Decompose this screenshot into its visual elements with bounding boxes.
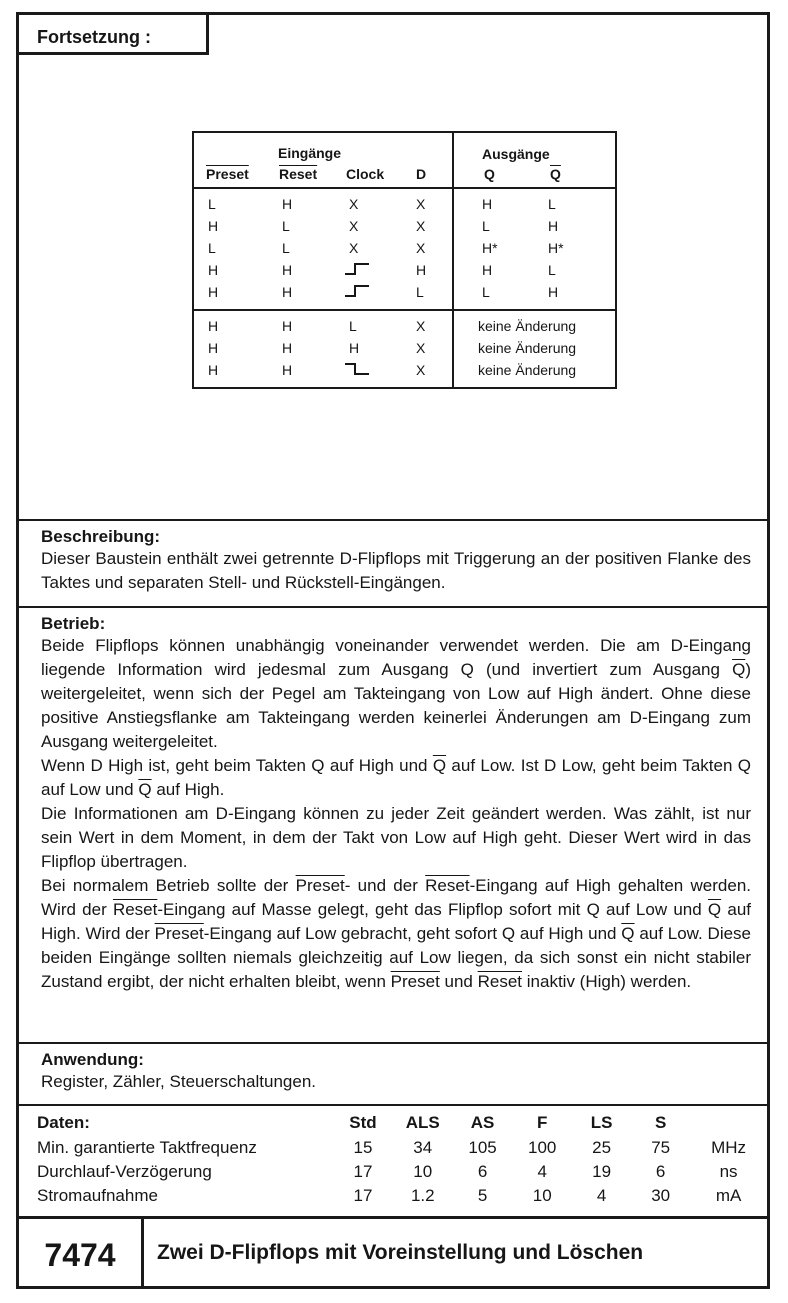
header-d: D xyxy=(416,166,427,182)
betrieb-paragraph: Bei normalem Betrieb sollte der Preset- und der Reset-Eingang auf High gehalten werden. Wird der Reset-Eingang auf Masse gelegt, geht das Flipflop sofort mit Q auf Low und $\overline{Q}$ auf High. Wird der Preset-Eingang auf Low gebracht, geht sofort Q auf High und $\overline{Q}$ auf Low. Diese beiden Eingänge sollten niemals gleichzeitig auf Low liegen, da sich sonst ein nicht stabiler Zustand ergibt, der nicht erhalten bleibt, wenn Preset und Reset inaktiv (High) werden. xyxy=(41,876,751,991)
truth-table-cell: H xyxy=(282,318,293,334)
truth-table-header-rule xyxy=(194,187,615,189)
truth-table-cell: H xyxy=(548,218,559,234)
daten-col-std: Std xyxy=(349,1113,377,1132)
truth-table-cell: H* xyxy=(482,240,498,256)
truth-table-cell: H xyxy=(282,362,293,378)
inputs-group-label: Eingänge xyxy=(278,145,342,161)
betrieb-paragraph: Beide Flipflops können unabhängig voneinander verwendet werden. Die am D-Eingang liegende Information wird jedesmal zum Ausgang Q (und invertiert zum Ausgang $\overline{Q}$) weitergeleitet, wenn sich der Pegel am Takteingang von Low auf High ändert. Ohne diese positive Anstiegsflanke am Takteingang werden keinerlei Änderungen am D-Eingang zum Ausgang weitergeleitet. xyxy=(41,636,751,751)
daten-title: Daten: xyxy=(37,1113,90,1132)
outputs-group-label: Ausgänge xyxy=(482,146,550,162)
truth-table-cell: H xyxy=(282,284,293,300)
continuation-tab xyxy=(19,15,209,55)
daten-row: Min. garantierte Taktfrequenz 15 34 105 100 25 75 MHz xyxy=(37,1138,747,1157)
truth-table-cell: X xyxy=(416,318,426,334)
truth-table-cell: H xyxy=(282,196,293,212)
truth-table-cell: H* xyxy=(548,240,564,256)
header-q-bar: $\overline{Q}$ xyxy=(550,166,561,182)
truth-table-cell: H xyxy=(208,362,219,378)
chip-title: Zwei D-Flipflops mit Voreinstellung und Löschen xyxy=(157,1241,644,1264)
truth-table-cell: H xyxy=(208,284,219,300)
truth-table-cell: H xyxy=(482,196,493,212)
truth-table-cell: X xyxy=(349,196,359,212)
truth-table-group-rule xyxy=(194,309,615,311)
truth-table-cell: L xyxy=(208,196,216,212)
truth-table-cell: keine Änderung xyxy=(478,318,577,334)
section-anwendung xyxy=(19,1042,767,1104)
section-betrieb xyxy=(19,606,767,1042)
truth-table-cell: H xyxy=(208,262,219,278)
truth-table-cell: X xyxy=(416,362,426,378)
truth-table-cell: X xyxy=(349,218,359,234)
truth-table-divider xyxy=(452,133,454,387)
tab-label: Fortsetzung : xyxy=(37,27,151,47)
rising-edge-icon xyxy=(343,284,371,301)
truth-table-cell: X xyxy=(349,240,359,256)
header-preset: Preset xyxy=(206,166,249,182)
truth-table-cell: H xyxy=(416,262,427,278)
truth-table-cell: H xyxy=(282,340,293,356)
rising-edge-icon xyxy=(343,262,371,279)
header-reset: Reset xyxy=(279,166,318,182)
truth-table-cell: L xyxy=(282,218,290,234)
falling-edge-icon xyxy=(343,362,371,379)
truth-table-cell: H xyxy=(208,318,219,334)
anwendung-title: Anwendung: xyxy=(41,1050,144,1069)
beschreibung-title: Beschreibung: xyxy=(41,527,161,546)
truth-table-cell: L xyxy=(548,196,556,212)
truth-table-cell: L xyxy=(282,240,290,256)
betrieb-text xyxy=(19,634,767,994)
truth-table-cell: H xyxy=(548,284,559,300)
truth-table-cell: X xyxy=(416,240,426,256)
truth-table-cell: X xyxy=(416,340,426,356)
truth-table-cell: L xyxy=(482,284,490,300)
truth-table-cell: L xyxy=(482,218,490,234)
truth-table-cell: X xyxy=(416,196,426,212)
truth-table-cell: L xyxy=(349,318,357,334)
truth-table-cell: H xyxy=(208,340,219,356)
truth-table-cell: H xyxy=(208,218,219,234)
truth-table-cell: H xyxy=(349,340,360,356)
chip-number: 7474 xyxy=(19,1219,144,1286)
betrieb-paragraph: Die Informationen am D-Eingang können zu jeder Zeit geändert werden. Was zählt, ist nur sein Wert in dem Moment, in dem der Takt von Low auf High geht. Dieser Wert wird in das Flipflop übertragen. xyxy=(41,804,751,871)
truth-table-cell: keine Änderung xyxy=(478,340,577,356)
header-clock: Clock xyxy=(346,166,385,182)
truth-table-cell: L xyxy=(416,284,424,300)
truth-table xyxy=(192,131,617,389)
betrieb-title: Betrieb: xyxy=(41,614,106,633)
section-daten xyxy=(19,1104,767,1218)
truth-table-cell: X xyxy=(416,218,426,234)
footer xyxy=(19,1216,767,1286)
betrieb-paragraph: Wenn D High ist, geht beim Takten Q auf High und $\overline{Q}$ auf Low. Ist D Low, geht beim Takten Q auf Low und $\overline{Q}$ auf High. xyxy=(41,756,751,799)
section-beschreibung xyxy=(19,519,767,606)
header-q: Q xyxy=(484,166,495,182)
datasheet-card xyxy=(16,12,770,1289)
anwendung-text: Register, Zähler, Steuerschaltungen. xyxy=(41,1072,316,1091)
daten-row: Durchlauf-Verzögerung 17 10 6 4 19 6 ns xyxy=(37,1162,738,1181)
truth-table-cell: L xyxy=(208,240,216,256)
beschreibung-text: Dieser Baustein enthält zwei getrennte D-Flipflops mit Triggerung an der positiven Flanke des Taktes und separaten Stell- und Rückstell-Eingängen. xyxy=(41,549,751,592)
daten-table xyxy=(37,1110,767,1208)
daten-row: Stromaufnahme 17 1.2 5 10 4 30 mA xyxy=(37,1186,742,1205)
daten-col-s: S xyxy=(654,1113,667,1132)
truth-table-cell: H xyxy=(282,262,293,278)
daten-col-ls: LS xyxy=(590,1113,613,1132)
daten-col-als: ALS xyxy=(405,1113,440,1132)
daten-col-f: F xyxy=(537,1113,548,1132)
truth-table-cell: L xyxy=(548,262,556,278)
daten-col-as: AS xyxy=(470,1113,495,1132)
truth-table-cell: keine Änderung xyxy=(478,362,577,378)
truth-table-cell: H xyxy=(482,262,493,278)
